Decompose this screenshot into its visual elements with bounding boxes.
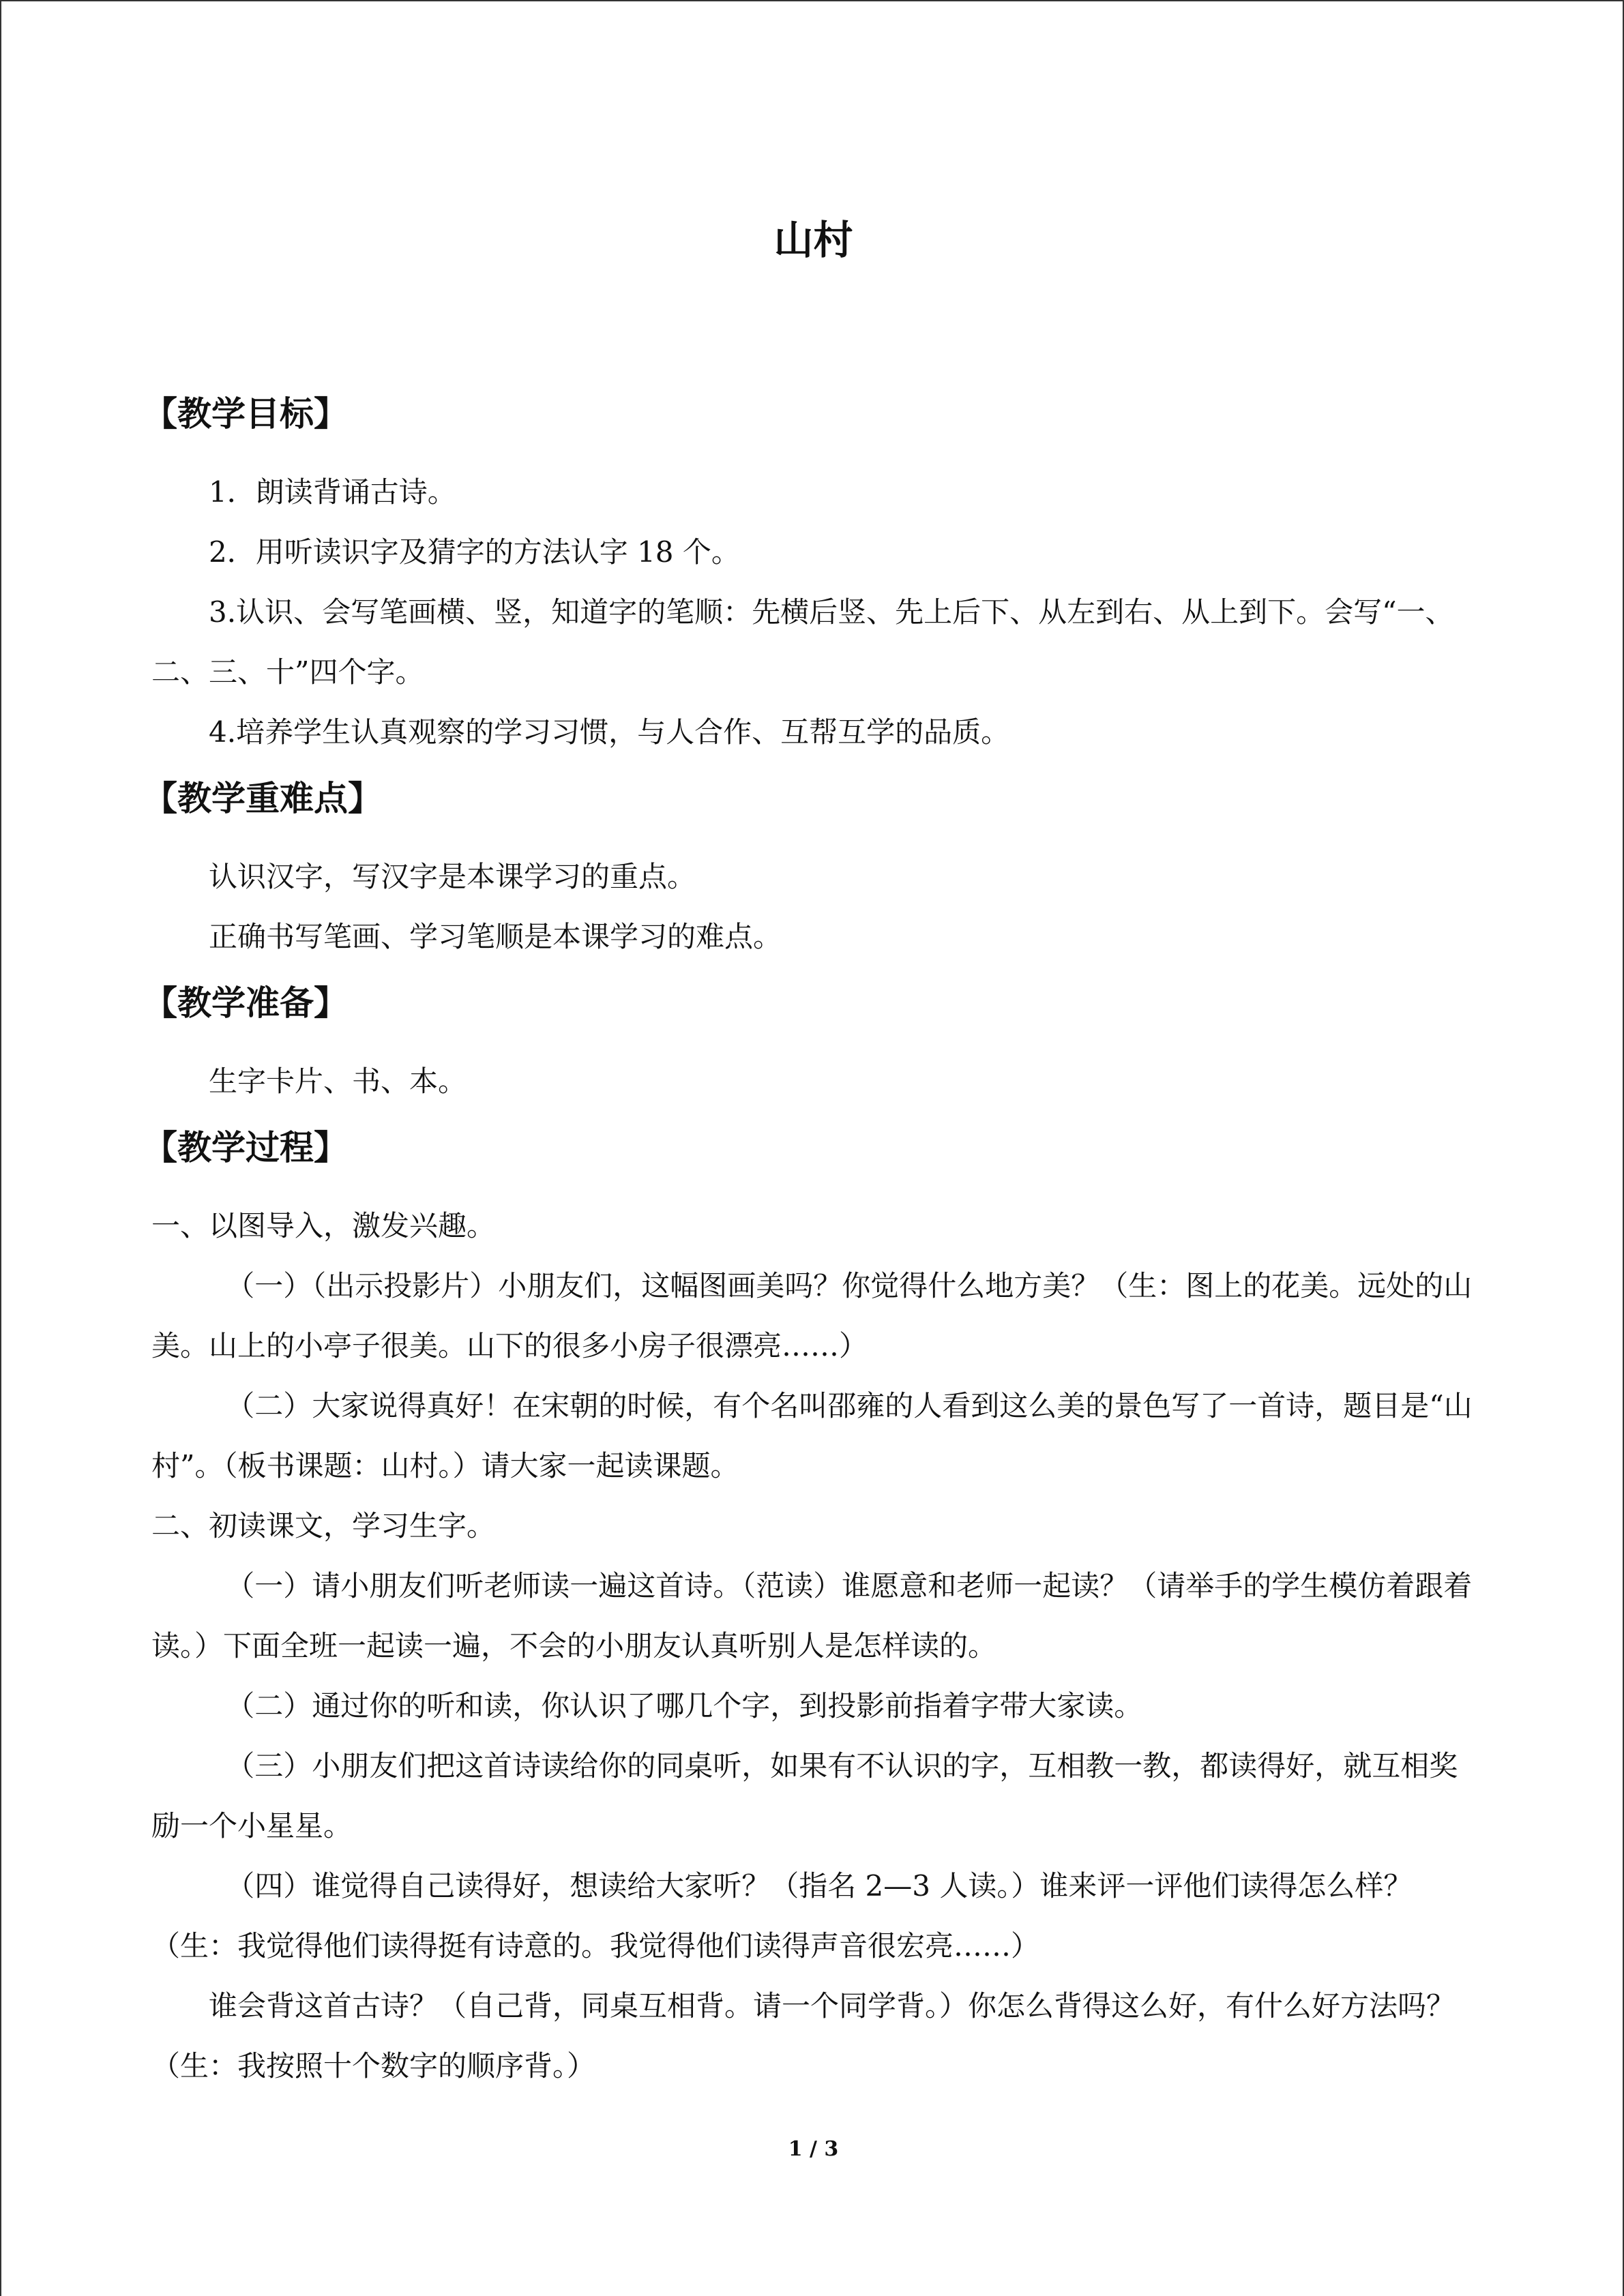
goal-item: 4.培养学生认真观察的学习习惯，与人合作、互帮互学的品质。 bbox=[209, 715, 1010, 749]
goal-item: 3.认识、会写笔画横、竖，知道字的笔顺：先横后竖、先上后下、从左到右、从上到下。会写“一、二、三、十”四个字。 bbox=[151, 595, 1454, 689]
goal-item: 1．朗读背诵古诗。 bbox=[209, 475, 456, 509]
document-title: 山村 bbox=[773, 217, 853, 263]
process-paragraph: （二）通过你的听和读，你认识了哪几个字，到投影前指着字带大家读。 bbox=[226, 1689, 1143, 1723]
process-step-heading: 二、初读课文，学习生字。 bbox=[151, 1509, 496, 1542]
section-heading-goals: 【教学目标】 bbox=[143, 394, 348, 434]
section-heading-process: 【教学过程】 bbox=[143, 1128, 348, 1167]
goal-item: 2．用听读识字及猜字的方法认字 18 个。 bbox=[209, 535, 740, 569]
process-step-heading: 一、以图导入，激发兴趣。 bbox=[151, 1209, 496, 1242]
document-body bbox=[143, 383, 1478, 2096]
process-paragraph: 谁会背这首古诗？（自己背，同桌互相背。请一个同学背。）你怎么背得这么好，有什么好方法吗？（生：我按照十个数字的顺序背。） bbox=[151, 1989, 1456, 2083]
process-paragraph: （一）（出示投影片）小朋友们，这幅图画美吗？你觉得什么地方美？（生：图上的花美。远处的山美。山上的小亭子很美。山下的很多小房子很漂亮……） bbox=[151, 1269, 1473, 1362]
process-paragraph: （四）谁觉得自己读得好，想读给大家听？（指名 2—3 人读。）谁来评一评他们读得怎么样？（生：我觉得他们读得挺有诗意的。我觉得他们读得声音很宏亮……） bbox=[151, 1869, 1413, 1963]
process-paragraph: （一）请小朋友们听老师读一遍这首诗。（范读）谁愿意和老师一起读？（请举手的学生模仿着跟着读。）下面全班一起读一遍，不会的小朋友认真听别人是怎样读的。 bbox=[151, 1569, 1473, 1663]
process-paragraph: （二）大家说得真好！在宋朝的时候，有个名叫邵雍的人看到这么美的景色写了一首诗，题目是“山村”。（板书课题：山村。）请大家一起读课题。 bbox=[151, 1389, 1473, 1482]
section-heading-preparation: 【教学准备】 bbox=[143, 983, 348, 1023]
preparation-item: 生字卡片、书、本。 bbox=[209, 1064, 467, 1098]
page-number: 1 / 3 bbox=[788, 2137, 839, 2161]
section-heading-key-points: 【教学重难点】 bbox=[143, 779, 382, 818]
key-point-item: 正确书写笔画、学习笔顺是本课学习的难点。 bbox=[209, 920, 782, 953]
process-paragraph: （三）小朋友们把这首诗读给你的同桌听，如果有不认识的字，互相教一教，都读得好，就互相奖励一个小星星。 bbox=[151, 1749, 1458, 1843]
key-point-item: 认识汉字，写汉字是本课学习的重点。 bbox=[209, 860, 696, 893]
